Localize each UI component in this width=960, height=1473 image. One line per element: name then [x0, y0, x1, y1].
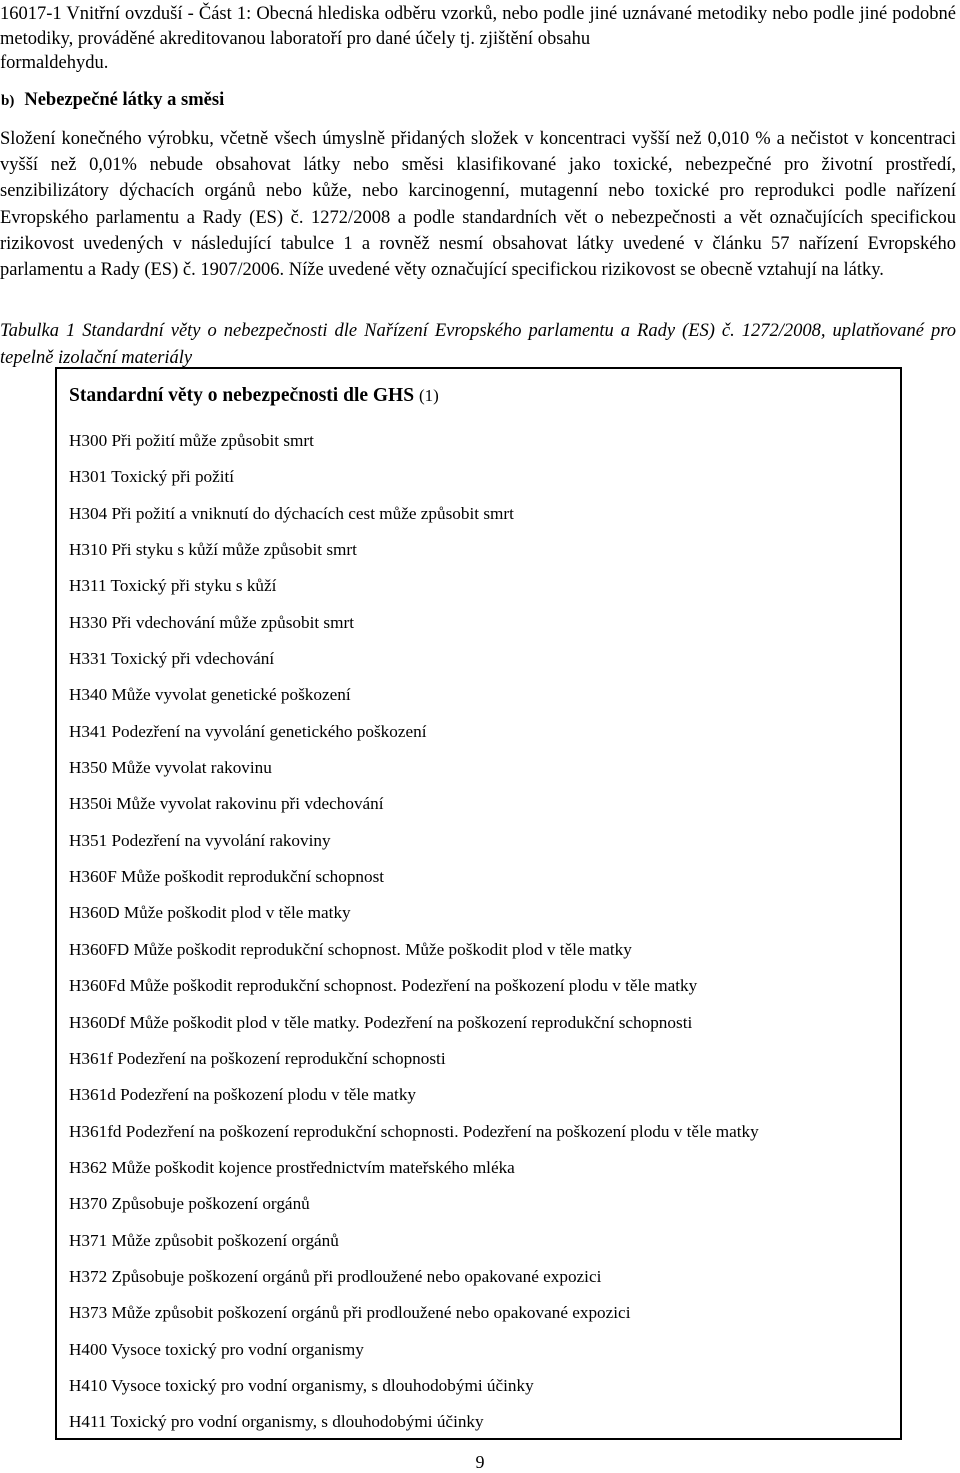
table-caption: Tabulka 1 Standardní věty o nebezpečnosti dle Nařízení Evropského parlamentu a Rady (ES) č. 1272/2008, uplatňované pro tepelně izolační materiály — [0, 321, 956, 368]
table-row: H361fd Podezření na poškození reprodukční schopnosti. Podezření na poškození plodu v těle matky — [69, 1121, 759, 1141]
table-row: H411 Toxický pro vodní organismy, s dlouhodobými účinky — [69, 1412, 484, 1432]
table-row: H373 Může způsobit poškození orgánů při prodloužené nebo opakované expozici — [69, 1303, 631, 1323]
table-row: H350i Může vyvolat rakovinu při vdechování — [69, 794, 384, 814]
table-row: H371 Může způsobit poškození orgánů — [69, 1230, 339, 1250]
table-row: H360D Může poškodit plod v těle matky — [69, 903, 351, 923]
table-row: H310 Při styku s kůží může způsobit smrt — [69, 540, 357, 560]
table-row: H350 Může vyvolat rakovinu — [69, 758, 272, 778]
table-header — [69, 385, 439, 407]
table-row: H330 Při vdechování může způsobit smrt — [69, 612, 354, 632]
table-row: H340 Může vyvolat genetické poškození — [69, 685, 351, 705]
section-label: b) — [1, 93, 15, 109]
table-row: H300 Při požití může způsobit smrt — [69, 431, 314, 450]
table-row: H410 Vysoce toxický pro vodní organismy, s dlouhodobými účinky — [69, 1375, 534, 1395]
intro-text: 16017-1 Vnitřní ovzduší - Část 1: Obecná hlediska odběru vzorků, nebo podle jiné uznávané metodiky nebo podle jiné podobné metodiky, prováděné akreditovanou laboratoří pro dané účely tj. zjištění obsahu — [0, 4, 956, 49]
body-paragraph: Složení konečného výrobku, včetně všech úmyslně přidaných složek v koncentraci vyšší než 0,010 % a nečistot v koncentraci vyšší než 0,01% nebude obsahovat látky nebo směsi klasifikované jako toxické, nebezpečné pro životní prostředí, senzibilizátory dýchacích orgánů nebo kůže, nebo karcinogenní, mutagenní nebo toxické pro reprodukci podle nařízení Evropského parlamentu a Rady (ES) č. 1272/2008 a podle standardních vět o nebezpečnosti a vět označujících specifickou rizikovost uvedených v následující tabulce 1 a rovněž nesmí obsahovat látky uvedené v článku 57 nařízení Evropského parlamentu a Rady (ES) č. 1907/2006. Níže uvedené věty označující specifickou rizikovost se obecně vztahují na látky. — [0, 129, 956, 281]
table-row: H360Fd Může poškodit reprodukční schopnost. Podezření na poškození plodu v těle matky — [69, 976, 698, 996]
table-row: H360Df Může poškodit plod v těle matky. Podezření na poškození reprodukční schopnosti — [69, 1012, 693, 1032]
table-row: H400 Vysoce toxický pro vodní organismy — [69, 1339, 364, 1359]
table-header-text: Standardní věty o nebezpečnosti dle GHS — [69, 385, 415, 406]
intro-text-end: formaldehydu. — [0, 53, 109, 73]
table-row: H311 Toxický při styku s kůží — [69, 576, 277, 596]
table-row: H341 Podezření na vyvolání genetického poškození — [69, 721, 427, 741]
intro-paragraph — [0, 2, 956, 76]
hazard-statements-table — [55, 367, 902, 1440]
table-row: H331 Toxický při vdechování — [69, 649, 275, 669]
table-header-note: (1) — [418, 386, 439, 405]
table-row: H361f Podezření na poškození reprodukční schopnosti — [69, 1048, 446, 1068]
table-row: H301 Toxický při požití — [69, 467, 235, 487]
table-row: H360F Může poškodit reprodukční schopnost — [69, 867, 385, 887]
table-row: H304 Při požití a vniknutí do dýchacích cest může způsobit smrt — [69, 503, 514, 523]
page-number: 9 — [475, 1452, 485, 1472]
table-row: H361d Podezření na poškození plodu v těle matky — [69, 1085, 417, 1105]
table-row: H370 Způsobuje poškození orgánů — [69, 1194, 310, 1214]
table-row: H362 Může poškodit kojence prostřednictvím mateřského mléka — [69, 1157, 515, 1177]
table-row: H360FD Může poškodit reprodukční schopnost. Může poškodit plod v těle matky — [69, 939, 632, 959]
table-rows — [69, 423, 896, 1441]
section-heading — [1, 90, 224, 111]
section-title: Nebezpečné látky a směsi — [24, 90, 225, 110]
table-row: H372 Způsobuje poškození orgánů při prodloužené nebo opakované expozici — [69, 1266, 602, 1286]
table-row: H351 Podezření na vyvolání rakoviny — [69, 830, 331, 850]
